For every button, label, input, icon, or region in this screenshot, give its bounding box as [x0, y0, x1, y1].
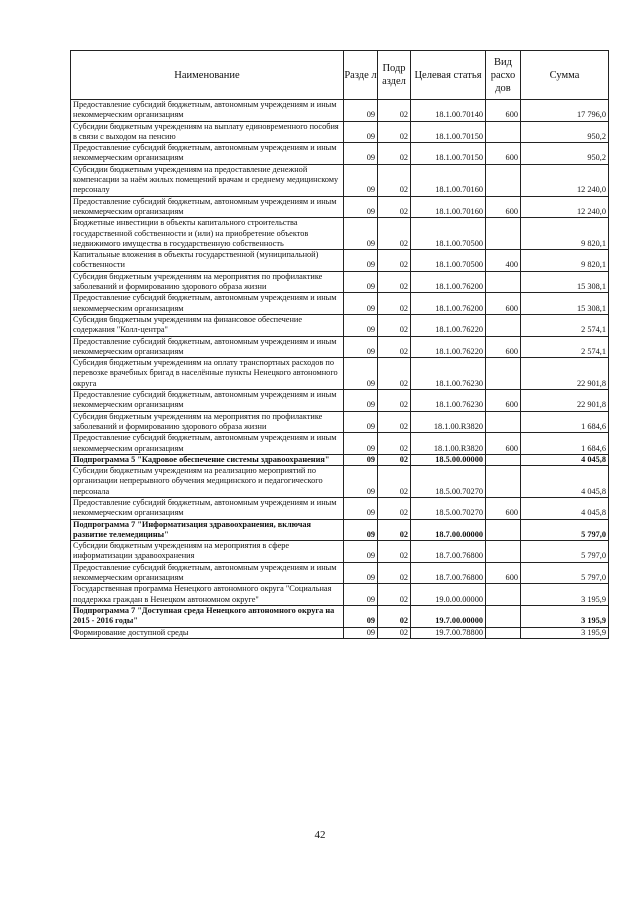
cell-kind	[486, 411, 521, 433]
cell-section: 09	[344, 627, 378, 638]
table-row	[71, 358, 609, 390]
cell-article: 18.1.00.70150	[411, 143, 486, 165]
table-row	[71, 121, 609, 143]
table-header	[71, 51, 609, 100]
cell-subsection: 02	[378, 143, 411, 165]
cell-kind	[486, 454, 521, 465]
cell-name: Подпрограмма 7 "Информатизация здравоохранения, включая развитие телемедицины"	[71, 519, 344, 541]
cell-amount: 3 195,9	[521, 584, 609, 606]
table-row	[71, 605, 609, 627]
cell-name: Субсидии бюджетным учреждениям на предоставление денежной компенсации за наём жилых помещений врачам и среднему медицинскому персоналу	[71, 164, 344, 196]
cell-name: Бюджетные инвестиции в объекты капитального строительства государственной собственности и (или) на приобретение объектов недвижимого имущества в государственную собственность	[71, 218, 344, 250]
table-row	[71, 250, 609, 272]
cell-kind: 600	[486, 336, 521, 358]
cell-section: 09	[344, 143, 378, 165]
cell-article: 18.5.00.70270	[411, 497, 486, 519]
table-row	[71, 336, 609, 358]
header-subsection: Подр аздел	[378, 51, 411, 100]
cell-kind	[486, 519, 521, 541]
cell-subsection: 02	[378, 562, 411, 584]
cell-kind	[486, 541, 521, 563]
cell-subsection: 02	[378, 314, 411, 336]
cell-name: Предоставление субсидий бюджетным, автономным учреждениям и иным некоммерческим организациям	[71, 562, 344, 584]
cell-section: 09	[344, 411, 378, 433]
header-article: Целевая статья	[411, 51, 486, 100]
cell-subsection: 02	[378, 466, 411, 498]
header-row	[71, 51, 609, 100]
cell-section: 09	[344, 497, 378, 519]
cell-name: Субсидия бюджетным учреждениям на мероприятия по профилактике заболеваний и формированию здорового образа жизни	[71, 411, 344, 433]
cell-amount: 4 045,8	[521, 497, 609, 519]
cell-article: 18.1.00.76220	[411, 314, 486, 336]
cell-name: Предоставление субсидий бюджетным, автономным учреждениям и иным некоммерческим организациям	[71, 100, 344, 122]
cell-kind: 400	[486, 250, 521, 272]
cell-amount: 4 045,8	[521, 466, 609, 498]
cell-kind: 600	[486, 100, 521, 122]
cell-name: Предоставление субсидий бюджетным, автономным учреждениям и иным некоммерческим организациям	[71, 497, 344, 519]
cell-section: 09	[344, 314, 378, 336]
table-row	[71, 100, 609, 122]
table-row	[71, 314, 609, 336]
cell-kind	[486, 627, 521, 638]
cell-name: Предоставление субсидий бюджетным, автономным учреждениям и иным некоммерческим организациям	[71, 336, 344, 358]
table-row	[71, 454, 609, 465]
cell-article: 18.1.00.76200	[411, 271, 486, 293]
cell-subsection: 02	[378, 411, 411, 433]
cell-article: 18.1.00.76220	[411, 336, 486, 358]
cell-kind	[486, 584, 521, 606]
cell-kind	[486, 218, 521, 250]
header-name: Наименование	[71, 51, 344, 100]
cell-article: 19.0.00.00000	[411, 584, 486, 606]
cell-kind	[486, 121, 521, 143]
cell-name: Капитальные вложения в объекты государственной (муниципальной) собственности	[71, 250, 344, 272]
cell-article: 18.1.00.70500	[411, 218, 486, 250]
cell-amount: 950,2	[521, 121, 609, 143]
table-row	[71, 541, 609, 563]
cell-kind: 600	[486, 390, 521, 412]
table-row	[71, 519, 609, 541]
cell-subsection: 02	[378, 454, 411, 465]
cell-amount: 5 797,0	[521, 519, 609, 541]
table-row	[71, 466, 609, 498]
cell-amount: 15 308,1	[521, 271, 609, 293]
budget-table	[70, 50, 609, 639]
cell-name: Подпрограмма 7 "Доступная среда Ненецкого автономного округа на 2015 - 2016 годы"	[71, 605, 344, 627]
cell-kind: 600	[486, 497, 521, 519]
table-row	[71, 584, 609, 606]
cell-section: 09	[344, 390, 378, 412]
cell-kind	[486, 466, 521, 498]
cell-name: Субсидия бюджетным учреждениям на финансовое обеспечение содержания "Колл-центра"	[71, 314, 344, 336]
cell-section: 09	[344, 433, 378, 455]
table-row	[71, 271, 609, 293]
table-row	[71, 411, 609, 433]
cell-subsection: 02	[378, 627, 411, 638]
cell-subsection: 02	[378, 605, 411, 627]
cell-amount: 22 901,8	[521, 390, 609, 412]
cell-section: 09	[344, 562, 378, 584]
cell-article: 18.7.00.00000	[411, 519, 486, 541]
table-row	[71, 164, 609, 196]
cell-amount: 950,2	[521, 143, 609, 165]
cell-amount: 5 797,0	[521, 562, 609, 584]
cell-article: 18.1.00.70160	[411, 196, 486, 218]
cell-subsection: 02	[378, 541, 411, 563]
cell-kind: 600	[486, 196, 521, 218]
cell-subsection: 02	[378, 164, 411, 196]
cell-subsection: 02	[378, 293, 411, 315]
cell-amount: 1 684,6	[521, 433, 609, 455]
cell-amount: 12 240,0	[521, 196, 609, 218]
table-row	[71, 390, 609, 412]
cell-amount: 2 574,1	[521, 314, 609, 336]
cell-article: 18.7.00.76800	[411, 562, 486, 584]
cell-amount: 3 195,9	[521, 627, 609, 638]
table-row	[71, 196, 609, 218]
cell-name: Предоставление субсидий бюджетным, автономным учреждениям и иным некоммерческим организациям	[71, 196, 344, 218]
cell-subsection: 02	[378, 271, 411, 293]
cell-article: 18.1.00.R3820	[411, 411, 486, 433]
cell-amount: 15 308,1	[521, 293, 609, 315]
cell-subsection: 02	[378, 497, 411, 519]
table-body	[71, 100, 609, 639]
cell-subsection: 02	[378, 433, 411, 455]
cell-kind	[486, 164, 521, 196]
cell-article: 18.5.00.70270	[411, 466, 486, 498]
cell-section: 09	[344, 100, 378, 122]
cell-kind: 600	[486, 143, 521, 165]
cell-section: 09	[344, 519, 378, 541]
cell-article: 19.7.00.78800	[411, 627, 486, 638]
cell-section: 09	[344, 605, 378, 627]
cell-amount: 4 045,8	[521, 454, 609, 465]
cell-kind: 600	[486, 562, 521, 584]
cell-section: 09	[344, 218, 378, 250]
header-amount: Сумма	[521, 51, 609, 100]
cell-name: Предоставление субсидий бюджетным, автономным учреждениям и иным некоммерческим организациям	[71, 293, 344, 315]
cell-name: Подпрограмма 5 "Кадровое обеспечение системы здравоохранения"	[71, 454, 344, 465]
table-row	[71, 562, 609, 584]
cell-kind	[486, 271, 521, 293]
cell-name: Предоставление субсидий бюджетным, автономным учреждениям и иным некоммерческим организациям	[71, 433, 344, 455]
cell-name: Государственная программа Ненецкого автономного округа "Социальная поддержка граждан в Ненецком автономном округе"	[71, 584, 344, 606]
cell-article: 19.7.00.00000	[411, 605, 486, 627]
cell-amount: 22 901,8	[521, 358, 609, 390]
cell-subsection: 02	[378, 100, 411, 122]
cell-article: 18.1.00.76230	[411, 390, 486, 412]
cell-article: 18.1.00.70140	[411, 100, 486, 122]
cell-subsection: 02	[378, 519, 411, 541]
cell-name: Субсидии бюджетным учреждениям на реализацию мероприятий по организации непрерывного обучения медицинского и педагогического персонала	[71, 466, 344, 498]
cell-subsection: 02	[378, 358, 411, 390]
cell-name: Предоставление субсидий бюджетным, автономным учреждениям и иным некоммерческим организациям	[71, 390, 344, 412]
cell-amount: 1 684,6	[521, 411, 609, 433]
cell-name: Субсидия бюджетным учреждениям на мероприятия по профилактике заболеваний и формированию здорового образа жизни	[71, 271, 344, 293]
cell-amount: 2 574,1	[521, 336, 609, 358]
cell-name: Формирование доступной среды	[71, 627, 344, 638]
cell-subsection: 02	[378, 218, 411, 250]
cell-article: 18.1.00.70160	[411, 164, 486, 196]
cell-amount: 9 820,1	[521, 250, 609, 272]
table-row	[71, 433, 609, 455]
cell-article: 18.1.00.R3820	[411, 433, 486, 455]
cell-kind: 600	[486, 433, 521, 455]
table-row	[71, 293, 609, 315]
cell-kind: 600	[486, 293, 521, 315]
cell-kind	[486, 605, 521, 627]
cell-article: 18.1.00.70500	[411, 250, 486, 272]
cell-article: 18.7.00.76800	[411, 541, 486, 563]
cell-name: Субсидии бюджетным учреждениям на выплату единовременного пособия в связи с выходом на пенсию	[71, 121, 344, 143]
cell-subsection: 02	[378, 250, 411, 272]
page-number: 42	[314, 829, 326, 841]
cell-subsection: 02	[378, 196, 411, 218]
cell-amount: 3 195,9	[521, 605, 609, 627]
cell-name: Субсидии бюджетным учреждениям на мероприятия в сфере информатизации здравоохранения	[71, 541, 344, 563]
cell-section: 09	[344, 584, 378, 606]
table-row	[71, 627, 609, 638]
cell-section: 09	[344, 293, 378, 315]
table-row	[71, 497, 609, 519]
cell-amount: 5 797,0	[521, 541, 609, 563]
cell-amount: 9 820,1	[521, 218, 609, 250]
cell-section: 09	[344, 454, 378, 465]
cell-kind	[486, 314, 521, 336]
header-section: Разде л	[344, 51, 378, 100]
header-kind: Вид расхо дов	[486, 51, 521, 100]
cell-article: 18.5.00.00000	[411, 454, 486, 465]
cell-kind	[486, 358, 521, 390]
cell-section: 09	[344, 250, 378, 272]
cell-name: Субсидия бюджетным учреждениям на оплату транспортных расходов по перевозке врачебных бригад в населённые пункты Ненецкого автономного округа	[71, 358, 344, 390]
cell-subsection: 02	[378, 584, 411, 606]
cell-section: 09	[344, 541, 378, 563]
cell-article: 18.1.00.76200	[411, 293, 486, 315]
cell-amount: 12 240,0	[521, 164, 609, 196]
cell-name: Предоставление субсидий бюджетным, автономным учреждениям и иным некоммерческим организациям	[71, 143, 344, 165]
cell-section: 09	[344, 466, 378, 498]
table-row	[71, 218, 609, 250]
cell-article: 18.1.00.76230	[411, 358, 486, 390]
table-row	[71, 143, 609, 165]
cell-subsection: 02	[378, 121, 411, 143]
cell-amount: 17 796,0	[521, 100, 609, 122]
cell-subsection: 02	[378, 390, 411, 412]
cell-section: 09	[344, 336, 378, 358]
cell-section: 09	[344, 196, 378, 218]
cell-section: 09	[344, 164, 378, 196]
cell-section: 09	[344, 271, 378, 293]
cell-article: 18.1.00.70150	[411, 121, 486, 143]
cell-section: 09	[344, 121, 378, 143]
cell-subsection: 02	[378, 336, 411, 358]
cell-section: 09	[344, 358, 378, 390]
